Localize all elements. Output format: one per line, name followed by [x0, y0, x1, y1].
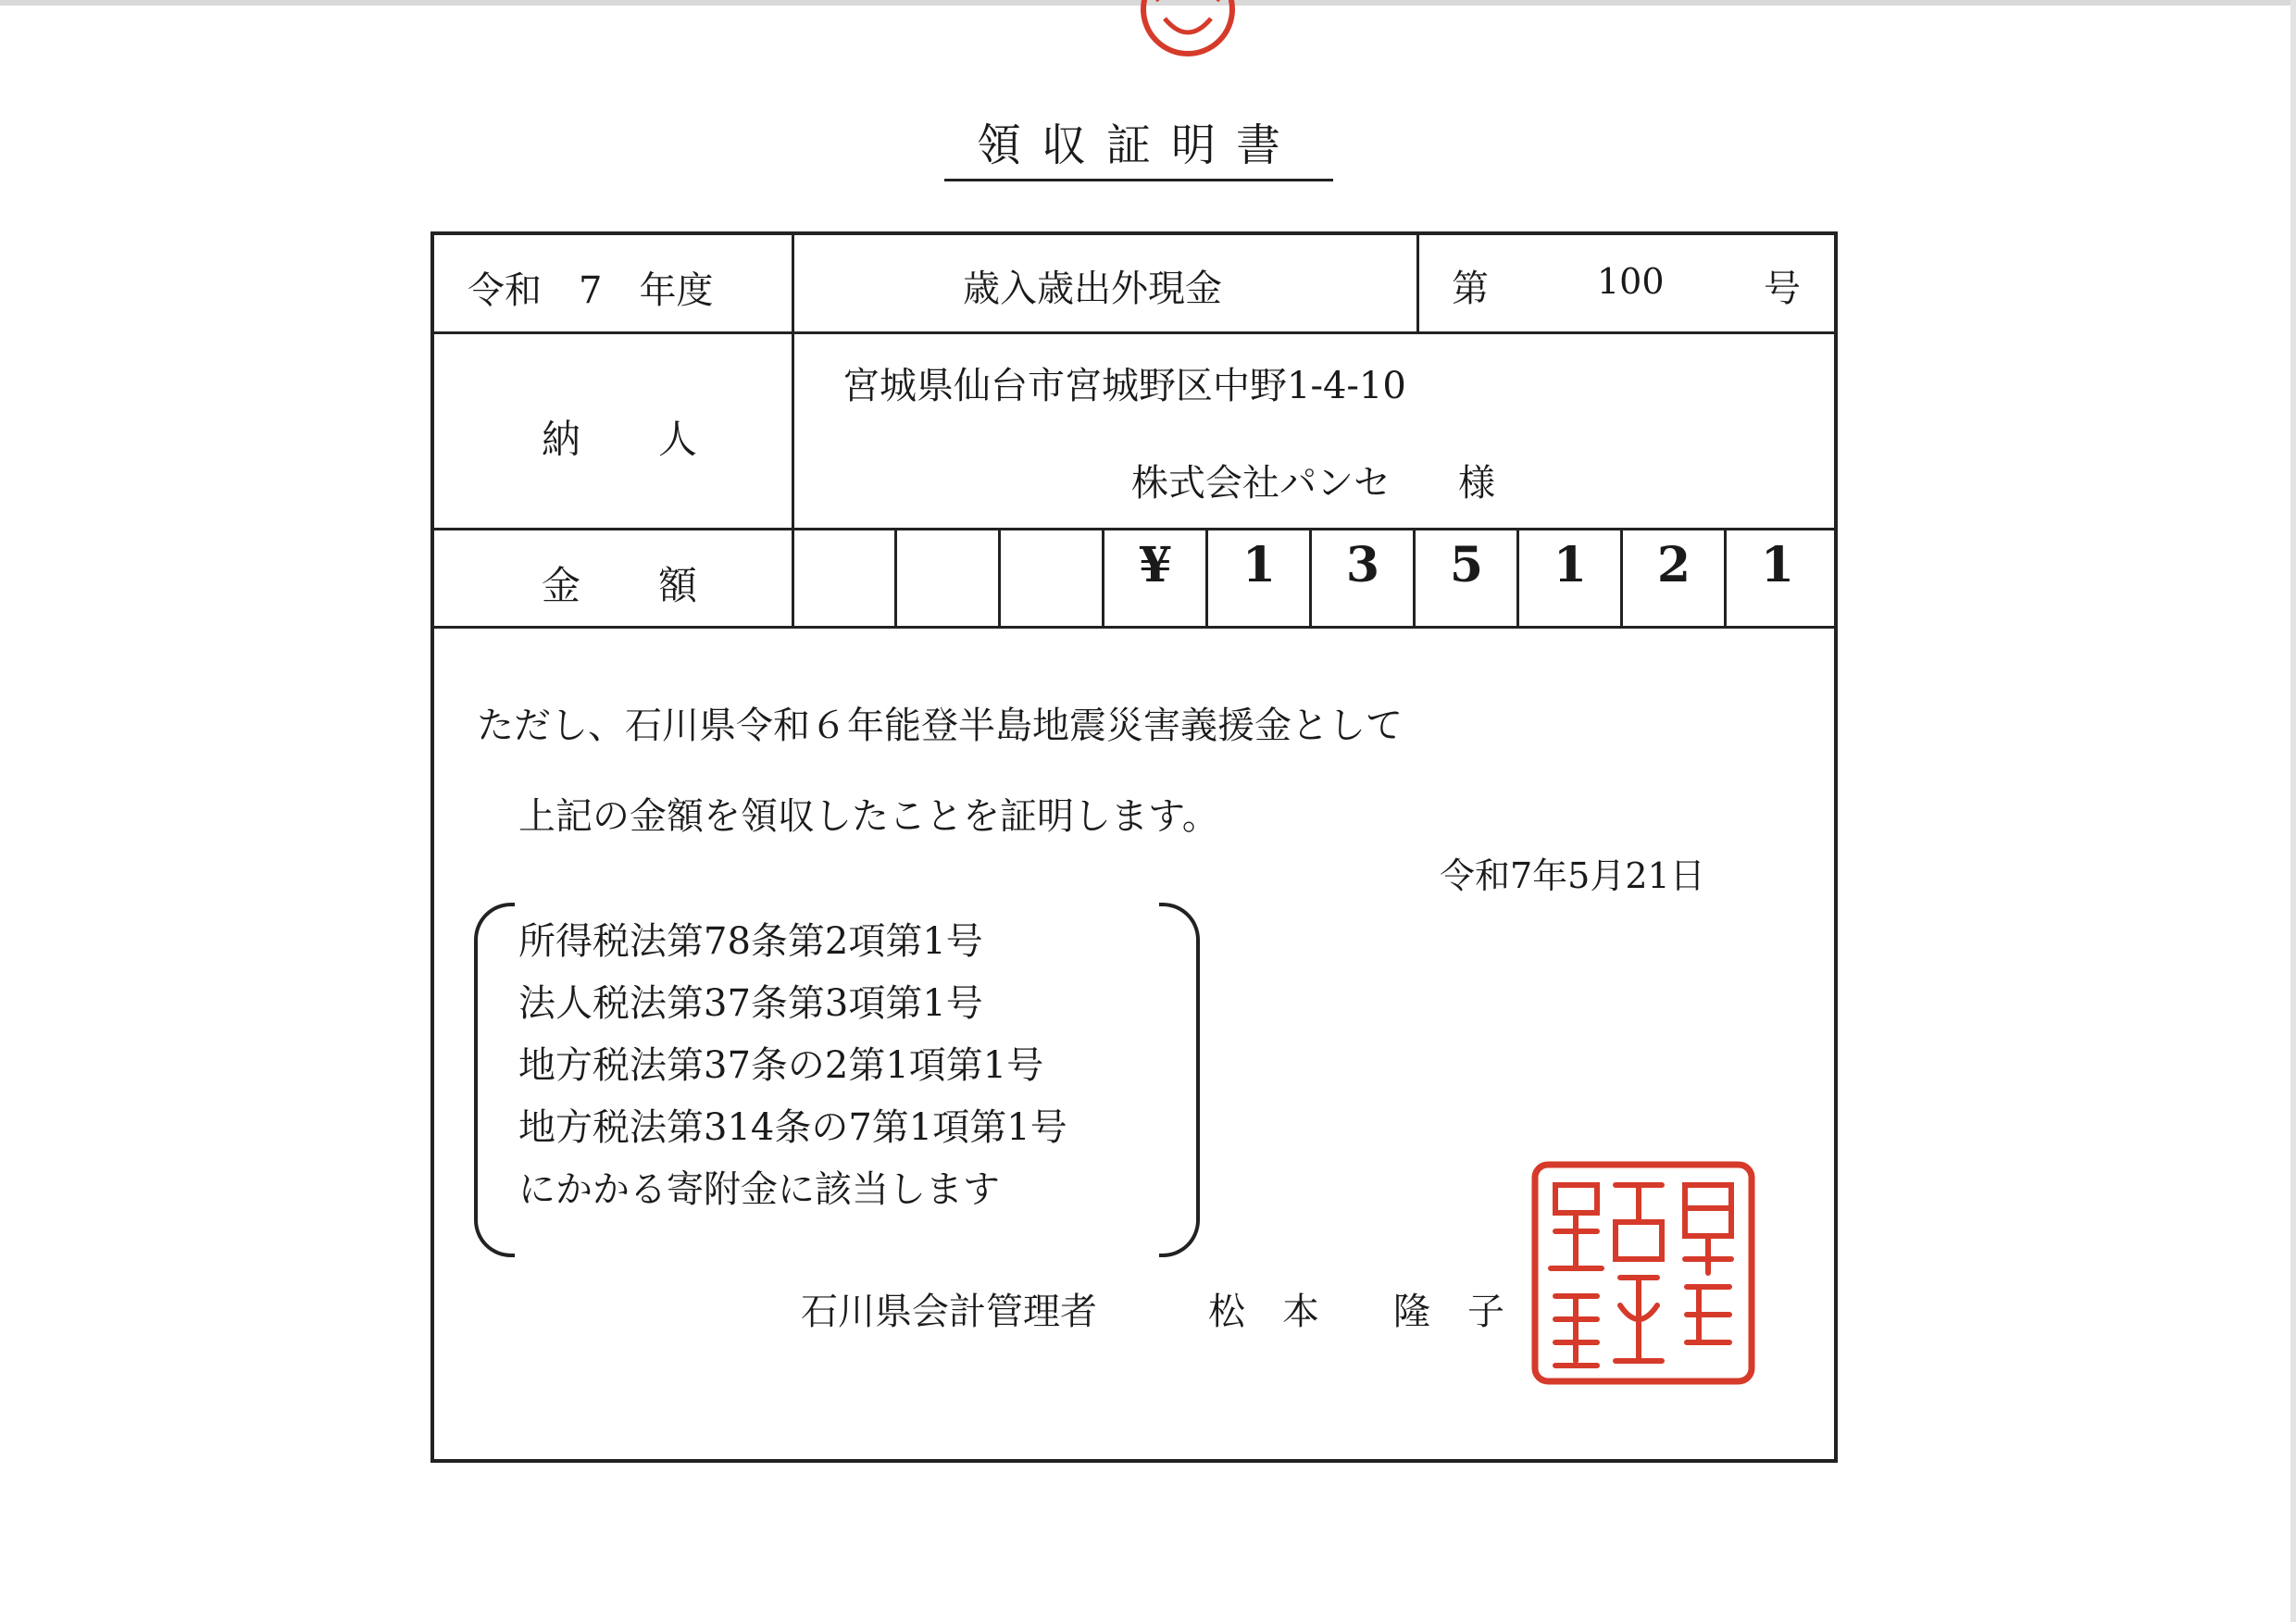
official-seal-icon — [1528, 1157, 1759, 1389]
amount-cell-divider — [894, 528, 897, 628]
scan-edge-right — [2290, 0, 2296, 1622]
amount-cell-divider — [1102, 528, 1104, 628]
legal-note: 地方税法第314条の7第1項第1号 — [518, 1106, 1067, 1149]
payer-address: 宮城県仙台市宮城野区中野1-4-10 — [842, 365, 1406, 407]
rule-header-bottom — [430, 331, 1838, 334]
payer-honorific: 様 — [1458, 462, 1495, 505]
account-type: 歳入歳出外現金 — [963, 268, 1222, 310]
amount-cell-divider — [1413, 528, 1416, 628]
rule-label-column — [792, 231, 794, 628]
amount-digit: 3 — [1345, 537, 1380, 593]
amount-digit: 2 — [1656, 537, 1691, 593]
amount-digit: 1 — [1553, 537, 1588, 593]
rule-amount-bottom — [430, 626, 1838, 629]
number-prefix: 第 — [1452, 268, 1489, 310]
amount-label: 金 額 — [542, 563, 698, 608]
amount-cell-divider — [1309, 528, 1312, 628]
amount-digit-yen: ¥ — [1138, 537, 1173, 593]
issue-date: 令和7年5月21日 — [1440, 855, 1705, 896]
rule-number-column — [1416, 231, 1419, 333]
legal-notes-bracket-right — [1159, 903, 1200, 1257]
legal-notes-bracket-left — [474, 903, 515, 1257]
legal-note: 法人税法第37条第3項第1号 — [518, 982, 983, 1025]
amount-cell-divider — [1205, 528, 1208, 628]
legal-note: 所得税法第78条第2項第1号 — [518, 920, 983, 963]
amount-digit: 1 — [1242, 537, 1277, 593]
document-title: 領収証明書 — [944, 109, 1333, 181]
payer-label: 納 人 — [542, 417, 698, 462]
rule-payer-bottom — [430, 528, 1838, 530]
legal-note: にかかる寄附金に該当します — [518, 1168, 1000, 1211]
purpose-line: ただし、石川県令和６年能登半島地震災害義援金として — [477, 705, 1403, 747]
signer-name: 松 本 隆 子 — [1208, 1291, 1504, 1333]
certification-line: 上記の金額を領収したことを証明します。 — [518, 795, 1219, 838]
signer-role: 石川県会計管理者 — [801, 1291, 1097, 1333]
amount-cell-divider — [1516, 528, 1519, 628]
payer-name: 株式会社パンセ — [1131, 462, 1391, 505]
amount-cell-divider — [1620, 528, 1623, 628]
amount-digit: 5 — [1449, 537, 1484, 593]
number-suffix: 号 — [1764, 268, 1801, 310]
fiscal-year: 令和 7 年度 — [468, 269, 714, 312]
amount-cell-divider — [998, 528, 1001, 628]
legal-note: 地方税法第37条の2第1項第1号 — [518, 1044, 1044, 1087]
amount-digit: 1 — [1760, 537, 1795, 593]
receipt-number: 100 — [1597, 261, 1665, 302]
amount-cell-divider — [1724, 528, 1727, 628]
top-partial-seal-icon — [1137, 0, 1239, 74]
